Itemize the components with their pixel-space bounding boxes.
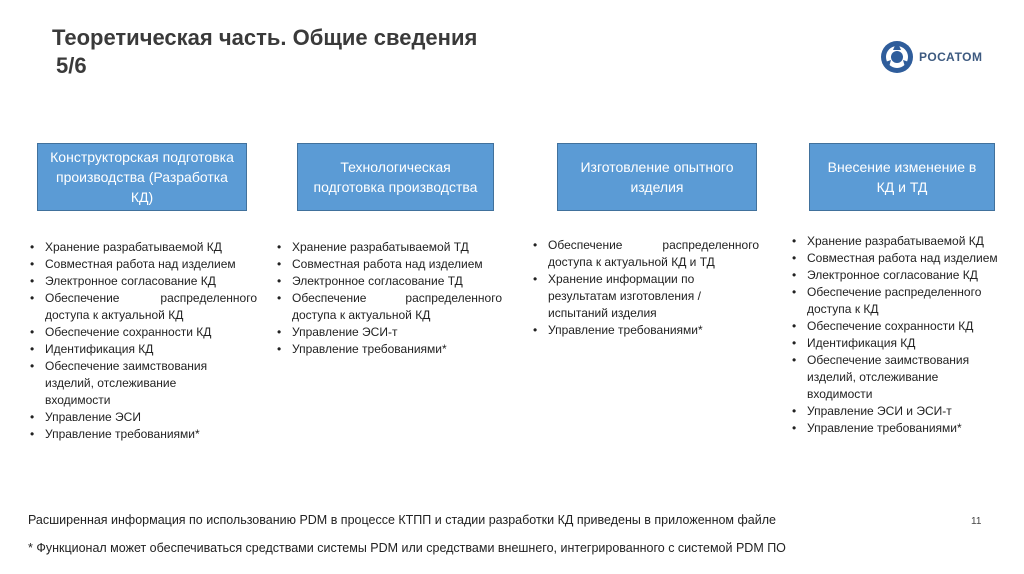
- page-title: [52, 24, 477, 80]
- box-prototype-manufacturing: [557, 143, 757, 211]
- list-item: • Обеспечение распределенного доступа к КД: [789, 284, 1001, 318]
- list-item: • Хранение разрабатываемой ТД: [274, 239, 502, 256]
- list-item: • Управление ЭСИ и ЭСИ-т: [789, 403, 1001, 420]
- list-item: • Совместная работа над изделием: [274, 256, 502, 273]
- box-label: Технологическая подготовка производства: [313, 159, 478, 195]
- rosatom-logo: [880, 40, 982, 74]
- list-item: • Электронное согласование КД: [27, 273, 257, 290]
- list-item: • Управление ЭСИ-т: [274, 324, 502, 341]
- list-item: • Хранение разрабатываемой КД: [27, 239, 257, 256]
- footnote: * Функционал может обеспечиваться средствами системы PDM или средствами внешнего, интегрированного с системой PDM ПО: [28, 541, 786, 555]
- rosatom-emblem-icon: [880, 40, 914, 74]
- title-page-fraction: 5/6: [56, 53, 87, 78]
- list-item: • Идентификация КД: [27, 341, 257, 358]
- box-label: Внесение изменение в КД и ТД: [827, 159, 977, 195]
- pdm-info-note: Расширенная информация по использованию PDM в процессе КТПП и стадии разработки КД приведены в приложенном файле: [28, 513, 776, 527]
- list-item: • Обеспечение заимствования изделий, отслеживание входимости: [27, 358, 257, 409]
- list-item: • Обеспечение сохранности КД: [789, 318, 1001, 335]
- list-item: • Обеспечение распределенного доступа к актуальной КД и ТД: [530, 237, 759, 271]
- list-item: • Управление требованиями*: [27, 426, 257, 443]
- list-item: • Обеспечение распределенного доступа к актуальной КД: [27, 290, 257, 324]
- list-item: • Электронное согласование КД: [789, 267, 1001, 284]
- list-item: • Совместная работа над изделием: [789, 250, 1001, 267]
- page-number: 11: [971, 516, 982, 527]
- list-item: • Управление требованиями*: [789, 420, 1001, 437]
- list-item: • Управление требованиями*: [274, 341, 502, 358]
- change-feature-list: [789, 233, 1001, 437]
- box-label: Конструкторская подготовка производства (Разработка КД): [50, 149, 234, 205]
- list-item: • Управление требованиями*: [530, 322, 759, 339]
- prototype-feature-list: [530, 237, 759, 339]
- box-change-management: [809, 143, 995, 211]
- list-item: • Электронное согласование ТД: [274, 273, 502, 290]
- technology-feature-list: [274, 239, 502, 358]
- design-feature-list: [27, 239, 257, 443]
- list-item: • Управление ЭСИ: [27, 409, 257, 426]
- list-item: • Обеспечение распределенного доступа к актуальной КД: [274, 290, 502, 324]
- list-item: • Идентификация КД: [789, 335, 1001, 352]
- list-item: • Хранение разрабатываемой КД: [789, 233, 1001, 250]
- list-item: • Хранение информации по результатам изготовления / испытаний изделия: [530, 271, 759, 322]
- list-item: • Совместная работа над изделием: [27, 256, 257, 273]
- logo-text: РОСАТОМ: [919, 50, 983, 64]
- box-label: Изготовление опытного изделия: [580, 159, 734, 195]
- box-design-preparation: [37, 143, 247, 211]
- list-item: • Обеспечение заимствования изделий, отслеживание входимости: [789, 352, 1001, 403]
- box-technology-preparation: [297, 143, 494, 211]
- title-main: Теоретическая часть. Общие сведения: [52, 25, 478, 50]
- list-item: • Обеспечение сохранности КД: [27, 324, 257, 341]
